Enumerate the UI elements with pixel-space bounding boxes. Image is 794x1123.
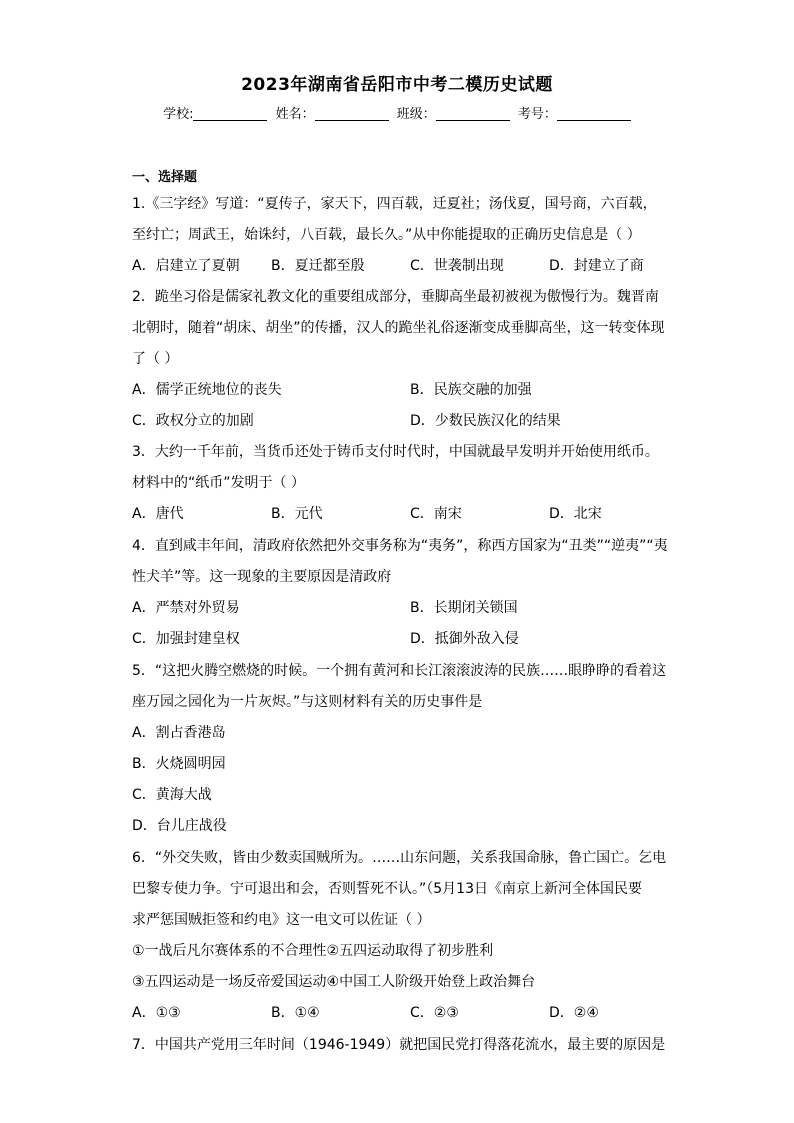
q6-line2: 巴黎专使力争。宁可退出和会，否则誓死不认。”（5月13日《南京上新河全体国民要 [132,881,642,897]
q2-line3: 了（ ） [132,351,179,367]
q2-line2: 北朝时，随着“胡床、胡坐”的传播，汉人的跪坐礼俗逐渐变成垂脚高坐，这一转变体现 [132,320,665,336]
q1-line1: 1.《三字经》写道：“夏传子，家天下，四百载，迁夏社；汤伐夏，国号商，六百载， [132,196,657,212]
q6-line1: 6．“外交失败，皆由少数卖国贼所为。……山东问题，关系我国命脉，鲁亡国亡。乞电 [132,850,667,866]
class-blank [436,106,510,121]
class-label: 班级： [396,107,436,122]
name-field [276,103,389,122]
q4-line2: 性犬羊”等。这一现象的主要原因是清政府 [132,569,392,585]
q6-line5: ③五四运动是一场反帝爱国运动④中国工人阶级开始登上政治舞台 [132,974,536,990]
q4-option-a: A．严禁对外贸易 [132,600,240,616]
q2-option-c: C．政权分立的加剧 [132,413,254,429]
q5-option-c: C．黄海大战 [132,787,212,803]
q5-line1: 5．“这把火腾空燃烧的时候。一个拥有黄河和长江滚滚波涛的民族……眼睁睁的看着这 [132,663,667,679]
q3-option-a: A．唐代 [132,506,184,522]
school-field [163,103,267,122]
q4-option-b: B．长期闭关锁国 [410,600,518,616]
q1-line2: 至纣亡；周武王，始诛纣，八百载，最长久。”从中你能提取的正确历史信息是（ ） [132,227,641,243]
q1-option-a: A．启建立了夏朝 [132,258,240,274]
q2-option-a: A．儒学正统地位的丧失 [132,382,282,398]
q2-option-b: B．民族交融的加强 [410,382,532,398]
q1-option-c: C．世袭制出现 [410,258,504,274]
q6-option-c: C．②③ [410,1005,459,1021]
q6-option-d: D．②④ [549,1005,599,1021]
exam-no-blank [557,106,631,121]
q3-option-b: B．元代 [271,506,323,522]
q4-line1: 4．直到咸丰年间，清政府依然把外交事务称为“夷务”，称西方国家为“丑类”“逆夷”“夷 [132,538,668,554]
q1-option-d: D．封建立了商 [549,258,644,274]
q5-option-d: D．台儿庄战役 [132,818,227,834]
q7-line1: 7．中国共产党用三年时间（1946-1949）就把国民党打得落花流水，最主要的原因是 [132,1037,666,1053]
q3-option-c: C．南宋 [410,506,462,522]
q4-option-d: D．抵御外敌入侵 [410,631,519,647]
section-heading: 一、选择题 [132,170,198,185]
q6-line3: 求严惩国贼拒签和约电》这一电文可以佐证（ ） [132,912,431,928]
student-info-row [0,103,794,122]
school-label: 学校: [163,107,194,122]
name-label: 姓名： [275,107,315,122]
q2-line1: 2．跪坐习俗是儒家礼教文化的重要组成部分，垂脚高坐最初被视为傲慢行为。魏晋南 [132,289,659,305]
q6-option-a: A．①③ [132,1005,181,1021]
q2-option-d: D．少数民族汉化的结果 [410,413,561,429]
q3-line2: 材料中的“纸币”发明于（ ） [132,475,305,491]
name-blank [315,106,389,121]
class-field [397,103,510,122]
q3-line1: 3．大约一千年前，当货币还处于铸币支付时代时，中国就最早发明并开始使用纸币。 [132,444,659,460]
exam-no-label: 考号： [517,107,557,122]
exam-no-field [518,103,631,122]
q3-option-d: D．北宋 [549,506,602,522]
q6-option-b: B．①④ [271,1005,320,1021]
q5-line2: 座万园之园化为一片灰烬。”与这则材料有关的历史事件是 [132,694,483,710]
q5-option-b: B．火烧圆明园 [132,756,226,772]
q4-option-c: C．加强封建皇权 [132,631,240,647]
q6-line4: ①一战后凡尔赛体系的不合理性②五四运动取得了初步胜利 [132,943,494,959]
exam-title: 2023年湖南省岳阳市中考二模历史试题 [241,75,553,95]
q1-option-b: B．夏迁都至殷 [271,258,365,274]
school-blank [193,106,267,121]
q5-option-a: A．割占香港岛 [132,725,226,741]
